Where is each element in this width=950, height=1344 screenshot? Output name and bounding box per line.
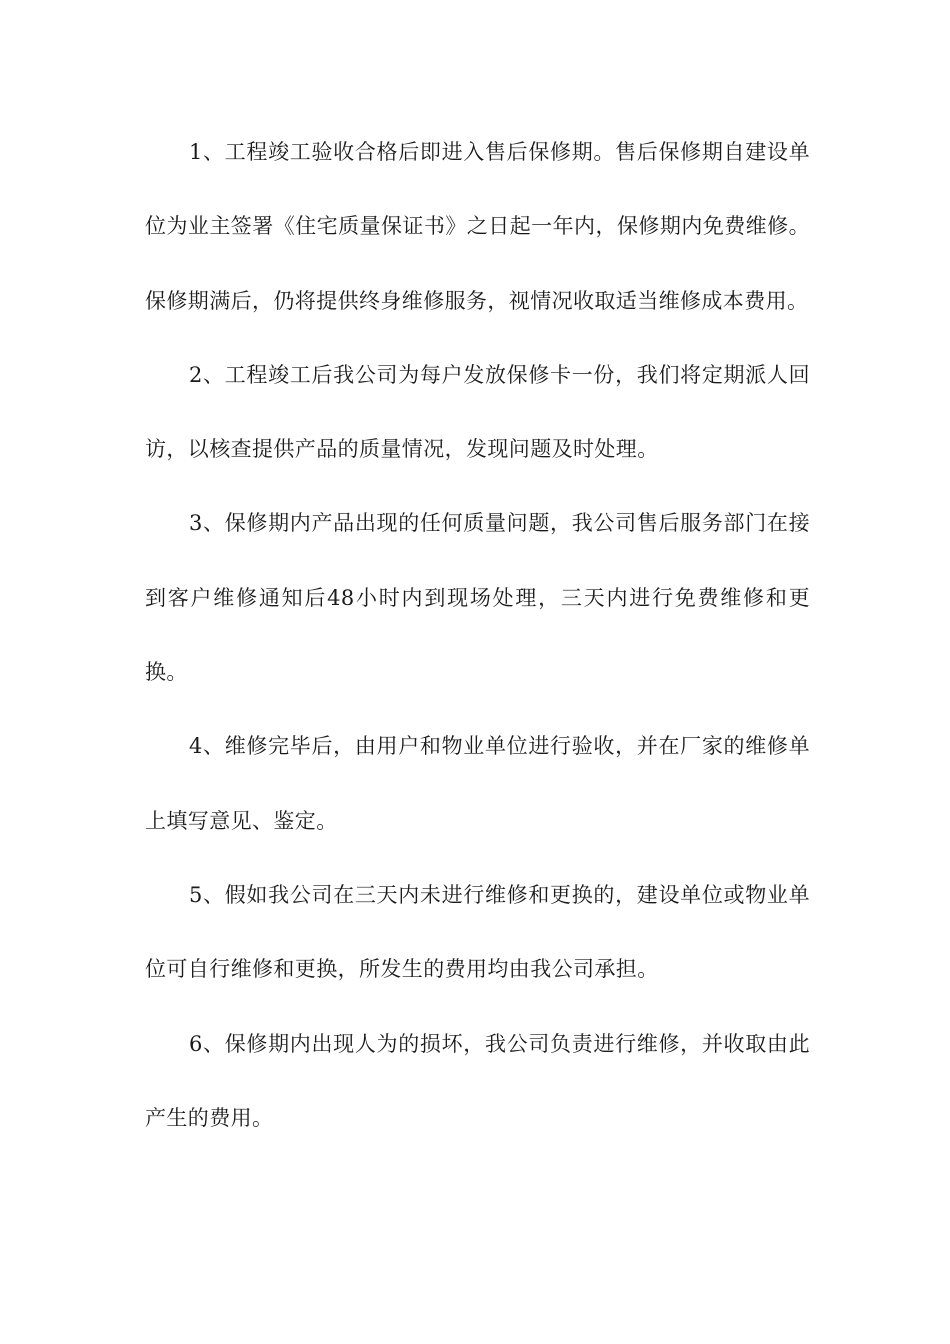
paragraph-6: 6、保修期内出现人为的损坏，我公司负责进行维修，并收取由此产生的费用。 [145,1031,810,1130]
paragraph-4: 4、维修完毕后，由用户和物业单位进行验收，并在厂家的维修单上填写意见、鉴定。 [145,734,810,833]
paragraph-5: 5、假如我公司在三天内未进行维修和更换的，建设单位或物业单位可自行维修和更换，所发生的费用均由我公司承担。 [145,882,810,982]
paragraph-2: 2、工程竣工后我公司为每户发放保修卡一份，我们将定期派人回访，以核查提供产品的质量情况，发现问题及时处理。 [145,362,810,462]
paragraph-1: 1、工程竣工验收合格后即进入售后保修期。售后保修期自建设单位为业主签署《住宅质量保证书》之日起一年内，保修期内免费维修。保修期满后，仍将提供终身维修服务，视情况收取适当维修成本费用。 [145,140,810,313]
paragraph-3: 3、保修期内产品出现的任何质量问题，我公司售后服务部门在接到客户维修通知后48小时内到现场处理，三天内进行免费维修和更换。 [145,511,810,685]
document-body [145,115,810,1155]
